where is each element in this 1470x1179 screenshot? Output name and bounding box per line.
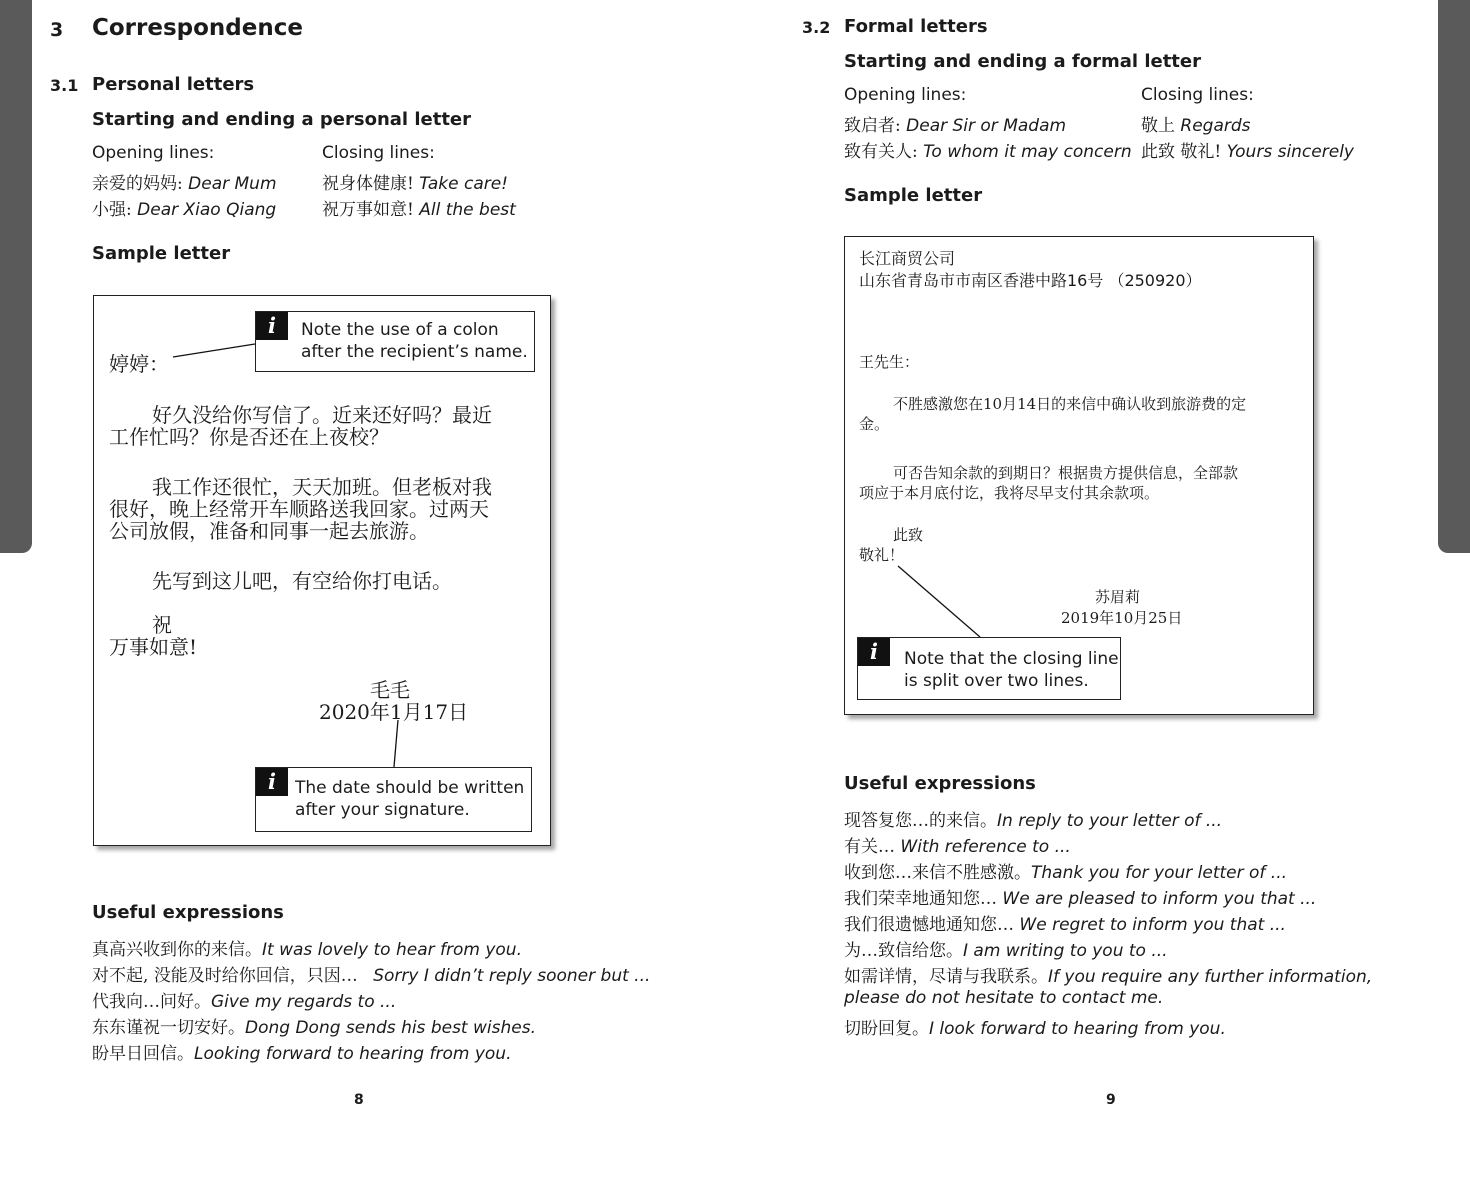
expression-item: 我们荣幸地通知您… We are pleased to inform you that ... (844, 889, 1317, 909)
closing-line: 此致 敬礼! Yours sincerely (1141, 142, 1354, 162)
opening-line: 亲爱的妈妈: Dear Mum (92, 174, 277, 194)
letter-address: 山东省青岛市市南区香港中路16号 （250920） (859, 271, 1202, 290)
subsection-title: Starting and ending a personal letter (92, 109, 472, 130)
info-icon: i (858, 638, 890, 666)
expression-item: 现答复您…的来信。In reply to your letter of ... (844, 811, 1223, 831)
expression-item: 如需详情，尽请与我联系。If you require any further information, (844, 967, 1373, 987)
letter-date: 2019年10月25日 (1061, 609, 1183, 627)
closing-line: 祝万事如意! All the best (322, 200, 516, 220)
closing-lines-header: Closing lines: (1141, 85, 1254, 105)
letter-closing: 此致 (893, 526, 924, 544)
letter-text: 先写到这儿吧，有空给你打电话。 (152, 569, 452, 593)
letter-text: 好久没给你写信了。近来还好吗？最近 (152, 403, 492, 427)
letter-text: 很好，晚上经常开车顺路送我回家。过两天 (109, 497, 489, 521)
expression-item: please do not hesitate to contact me. (844, 988, 1164, 1008)
info-icon: i (256, 312, 288, 340)
section-number: 3.2 (802, 18, 831, 37)
expression-item: 代我向…问好。Give my regards to ... (92, 992, 397, 1012)
letter-company: 长江商贸公司 (859, 249, 956, 268)
letter-date: 2020年1月17日 (319, 700, 469, 724)
expression-item: 有关… With reference to ... (844, 837, 1071, 857)
letter-text: 我工作还很忙，天天加班。但老板对我 (152, 475, 492, 499)
letter-text: 项应于本月底付讫，我将尽早支付其余款项。 (859, 484, 1160, 502)
opening-lines-header: Opening lines: (92, 143, 215, 163)
opening-lines-header: Opening lines: (844, 85, 967, 105)
useful-expressions-heading: Useful expressions (92, 902, 284, 923)
letter-text: 公司放假，准备和同事一起去旅游。 (109, 519, 429, 543)
letter-text: 可否告知余款的到期日？根据贵方提供信息，全部款 (893, 464, 1239, 482)
info-icon: i (256, 768, 288, 796)
letter-text: 金。 (859, 415, 890, 433)
info-note: i The date should be written after your signature. (255, 767, 532, 832)
opening-line: 致有关人: To whom it may concern (844, 142, 1132, 162)
letter-text: 不胜感激您在10月14日的来信中确认收到旅游费的定 (893, 395, 1247, 413)
letter-closing: 敬礼！ (859, 546, 905, 564)
closing-line: 祝身体健康! Take care! (322, 174, 509, 194)
letter-salutation: 婷婷： (109, 352, 169, 376)
page-number: 9 (1106, 1092, 1116, 1108)
info-note: i Note that the closing line is split over two lines. (857, 637, 1121, 700)
letter-closing: 祝 (152, 613, 172, 637)
section-title: Personal letters (92, 74, 255, 95)
chapter-number: 3 (50, 19, 64, 41)
closing-lines-header: Closing lines: (322, 143, 435, 163)
expression-item: 对不起, 没能及时给你回信，只因… Sorry I didn’t reply sooner but ... (92, 966, 651, 986)
sample-letter-heading: Sample letter (92, 243, 231, 264)
closing-line: 敬上 Regards (1141, 116, 1251, 136)
expression-item: 我们很遗憾地通知您… We regret to inform you that ... (844, 915, 1286, 935)
letter-text: 工作忙吗？你是否还在上夜校？ (109, 425, 389, 449)
info-note: i Note the use of a colon after the recipient’s name. (255, 311, 535, 372)
useful-expressions-heading: Useful expressions (844, 773, 1036, 794)
opening-line: 致启者: Dear Sir or Madam (844, 116, 1067, 136)
expression-item: 为…致信给您。I am writing to you to ... (844, 941, 1168, 961)
expression-item: 收到您…来信不胜感激。Thank you for your letter of ... (844, 863, 1288, 883)
subsection-title: Starting and ending a formal letter (844, 51, 1201, 72)
sample-letter-heading: Sample letter (844, 185, 983, 206)
expression-item: 真高兴收到你的来信。It was lovely to hear from you. (92, 940, 522, 960)
letter-closing: 万事如意! (109, 635, 198, 659)
expression-item: 切盼回复。I look forward to hearing from you. (844, 1019, 1226, 1039)
expression-item: 东东谨祝一切安好。Dong Dong sends his best wishes. (92, 1018, 536, 1038)
page-number: 8 (354, 1092, 364, 1108)
opening-line: 小强: Dear Xiao Qiang (92, 200, 277, 220)
expression-item: 盼早日回信。Looking forward to hearing from you. (92, 1044, 512, 1064)
section-title: Formal letters (844, 16, 988, 37)
letter-signature: 苏眉莉 (1095, 588, 1141, 606)
letter-signature: 毛毛 (370, 678, 410, 702)
section-number: 3.1 (50, 76, 79, 95)
letter-salutation: 王先生： (859, 353, 920, 371)
chapter-title: Correspondence (92, 15, 303, 41)
